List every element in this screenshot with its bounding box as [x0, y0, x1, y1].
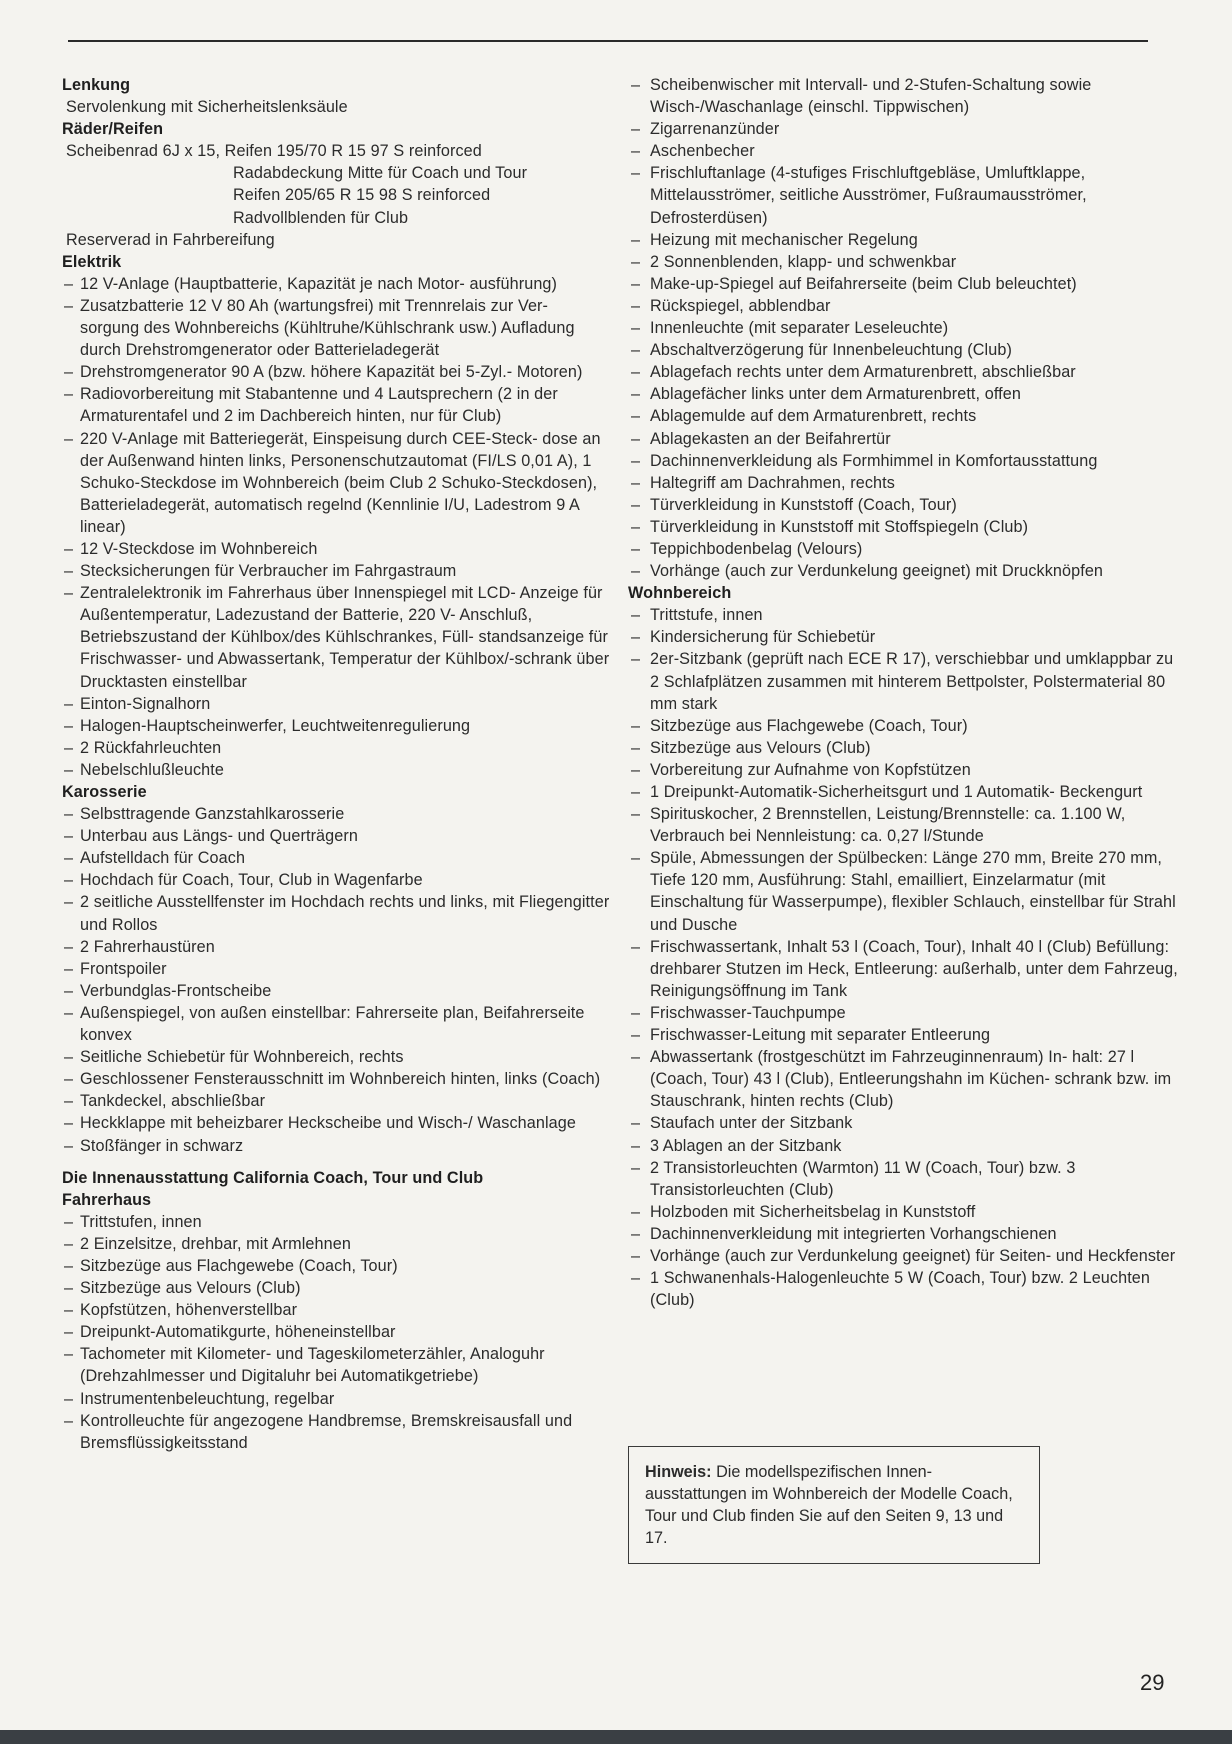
raeder-line: Reserverad in Fahrbereifung: [66, 230, 275, 249]
list-item: – 2er-Sitzbank (geprüft nach ECE R 17), verschiebbar und umklappbar zu 2 Schlafplätzen zusammen mit hinterem Bettpolster, Polstermaterial 80 mm stark: [628, 648, 1180, 714]
list-item: – Selbsttragende Ganzstahlkarosserie: [62, 803, 610, 825]
list-item: – Frischwasser-Leitung mit separater Entleerung: [628, 1024, 1180, 1046]
list-item: – 2 Rückfahrleuchten: [62, 737, 610, 759]
list-item: – Türverkleidung in Kunststoff (Coach, Tour): [628, 494, 1180, 516]
heading-raeder: Räder/Reifen: [62, 120, 164, 139]
list-item: – Sitzbezüge aus Flachgewebe (Coach, Tour): [628, 715, 1180, 737]
list-item: – Frischwasser-Tauchpumpe: [628, 1002, 1180, 1024]
list-item: – Scheibenwischer mit Intervall- und 2-Stufen-Schaltung sowie Wisch-/Waschanlage (einschl. Tippwischen): [628, 74, 1180, 118]
page-number: 29: [1140, 1670, 1165, 1695]
list-item: – Trittstufe, innen: [628, 604, 1180, 626]
list-item: – Make-up-Spiegel auf Beifahrerseite (beim Club beleuchtet): [628, 273, 1180, 295]
heading-elektrik: Elektrik: [62, 252, 122, 271]
list-item: – Frischluftanlage (4-stufiges Frischluftgebläse, Umluftklappe, Mittelausströmer, seitliche Ausströmer, Fußraumausströmer, Defrosterdüsen): [628, 162, 1180, 228]
list-item: – Vorbereitung zur Aufnahme von Kopfstützen: [628, 759, 1180, 781]
elektrik-list: [62, 273, 610, 781]
list-item: – Zentralelektronik im Fahrerhaus über Innenspiegel mit LCD- Anzeige für Außentemperatur, Ladezustand der Batterie, 220 V- Anschluß, Betriebszustand der Kühlbox/des Kühlschrankes, Füll- standsanzeige für Frischwasser- und Abwassertank, Temperatur der Kühlbox/-schrank über Drucktasten einstellbar: [62, 582, 610, 692]
list-item: – Tachometer mit Kilometer- und Tageskilometerzähler, Analoguhr (Drehzahlmesser und Digitaluhr bei Automatikgetriebe): [62, 1343, 610, 1387]
right-column: [628, 74, 1180, 1311]
left-column: [62, 74, 610, 1454]
list-item: – Türverkleidung in Kunststoff mit Stoffspiegeln (Club): [628, 516, 1180, 538]
list-item: – Haltegriff am Dachrahmen, rechts: [628, 472, 1180, 494]
list-item: – 1 Schwanenhals-Halogenleuchte 5 W (Coach, Tour) bzw. 2 Leuchten (Club): [628, 1267, 1180, 1311]
hint-text: Die modellspezifischen Innen- ausstattungen im Wohnbereich der Modelle Coach, Tour und Club finden Sie auf den Seiten 9, 13 und 17.: [645, 1463, 1013, 1548]
list-item: – Ablagekasten an der Beifahrertür: [628, 428, 1180, 450]
list-item: – Staufach unter der Sitzbank: [628, 1112, 1180, 1134]
wohnbereich-list: [628, 604, 1180, 1311]
list-item: – Tankdeckel, abschließbar: [62, 1090, 610, 1112]
list-item: – Ablagefächer links unter dem Armaturenbrett, offen: [628, 383, 1180, 405]
list-item: – Heckklappe mit beheizbarer Heckscheibe und Wisch-/ Waschanlage: [62, 1112, 610, 1134]
list-item: – 2 Einzelsitze, drehbar, mit Armlehnen: [62, 1233, 610, 1255]
list-item: – 3 Ablagen an der Sitzbank: [628, 1135, 1180, 1157]
raeder-line: Scheibenrad 6J x 15, Reifen 195/70 R 15 97 S reinforced: [66, 142, 482, 161]
list-item: – Außenspiegel, von außen einstellbar: Fahrerseite plan, Beifahrerseite konvex: [62, 1002, 610, 1046]
list-item: – Ablagemulde auf dem Armaturenbrett, rechts: [628, 405, 1180, 427]
list-item: – Stecksicherungen für Verbraucher im Fahrgastraum: [62, 560, 610, 582]
list-item: – Dachinnenverkleidung mit integrierten Vorhangschienen: [628, 1223, 1180, 1245]
raeder-line: Radvollblenden für Club: [233, 208, 409, 227]
list-item: – Frontspoiler: [62, 958, 610, 980]
list-item: – Einton-Signalhorn: [62, 693, 610, 715]
list-item: – Seitliche Schiebetür für Wohnbereich, rechts: [62, 1046, 610, 1068]
list-item: – 2 Fahrerhaustüren: [62, 936, 610, 958]
list-item: – 1 Dreipunkt-Automatik-Sicherheitsgurt und 1 Automatik- Beckengurt: [628, 781, 1180, 803]
list-item: – Halogen-Hauptscheinwerfer, Leuchtweitenregulierung: [62, 715, 610, 737]
list-item: – Drehstromgenerator 90 A (bzw. höhere Kapazität bei 5-Zyl.- Motoren): [62, 361, 610, 383]
hint-box: [628, 1446, 1040, 1564]
list-item: – 2 Transistorleuchten (Warmton) 11 W (Coach, Tour) bzw. 3 Transistorleuchten (Club): [628, 1157, 1180, 1201]
list-item: – Abwassertank (frostgeschützt im Fahrzeuginnenraum) In- halt: 27 l (Coach, Tour) 43 l (Club), Entleerungshahn im Küchen- schrank bzw. im Stauschrank, hinten rechts (Club): [628, 1046, 1180, 1112]
raeder-line: Radabdeckung Mitte für Coach und Tour: [233, 164, 528, 183]
list-item: – Stoßfänger in schwarz: [62, 1135, 610, 1157]
list-item: – Rückspiegel, abblendbar: [628, 295, 1180, 317]
list-item: – Sitzbezüge aus Velours (Club): [62, 1277, 610, 1299]
heading-innenausstattung: Die Innenausstattung California Coach, Tour und Club: [62, 1168, 484, 1187]
list-item: – Innenleuchte (mit separater Leseleuchte): [628, 317, 1180, 339]
list-item: – Aschenbecher: [628, 140, 1180, 162]
list-item: – 2 seitliche Ausstellfenster im Hochdach rechts und links, mit Fliegengitter und Rollos: [62, 891, 610, 935]
list-item: – Zusatzbatterie 12 V 80 Ah (wartungsfrei) mit Trennrelais zur Ver- sorgung des Wohnbereichs (Kühltruhe/Kühlschrank usw.) Aufladung durch Drehstromgenerator oder Batterieladegerät: [62, 295, 610, 361]
lenkung-text: Servolenkung mit Sicherheitslenksäule: [66, 98, 348, 117]
top-rule: [68, 40, 1148, 42]
list-item: – Spirituskocher, 2 Brennstellen, Leistung/Brennstelle: ca. 1.100 W, Verbrauch bei Nennleistung: ca. 0,27 l/Stunde: [628, 803, 1180, 847]
list-item: – Geschlossener Fensterausschnitt im Wohnbereich hinten, links (Coach): [62, 1068, 610, 1090]
list-item: – Kopfstützen, höhenverstellbar: [62, 1299, 610, 1321]
list-item: – Sitzbezüge aus Flachgewebe (Coach, Tour): [62, 1255, 610, 1277]
list-item: – Sitzbezüge aus Velours (Club): [628, 737, 1180, 759]
list-item: – Kontrolleuchte für angezogene Handbremse, Bremskreisausfall und Bremsflüssigkeitsstand: [62, 1410, 610, 1454]
list-item: – Dreipunkt-Automatikgurte, höheneinstellbar: [62, 1321, 610, 1343]
list-item: – Ablagefach rechts unter dem Armaturenbrett, abschließbar: [628, 361, 1180, 383]
fahrerhaus-list-continued: [628, 74, 1180, 582]
raeder-line: Reifen 205/65 R 15 98 S reinforced: [233, 186, 491, 205]
list-item: – Instrumentenbeleuchtung, regelbar: [62, 1388, 610, 1410]
heading-fahrerhaus: Fahrerhaus: [62, 1190, 152, 1209]
list-item: – Unterbau aus Längs- und Querträgern: [62, 825, 610, 847]
list-item: – 2 Sonnenblenden, klapp- und schwenkbar: [628, 251, 1180, 273]
list-item: – Nebelschlußleuchte: [62, 759, 610, 781]
list-item: – Frischwassertank, Inhalt 53 l (Coach, Tour), Inhalt 40 l (Club) Befüllung: drehbarer Stutzen im Heck, Entleerung: außerhalb, unter dem Fahrzeug, Reinigungsöffnung im Tank: [628, 936, 1180, 1002]
list-item: – Zigarrenanzünder: [628, 118, 1180, 140]
list-item: – Aufstelldach für Coach: [62, 847, 610, 869]
list-item: – Heizung mit mechanischer Regelung: [628, 229, 1180, 251]
hint-label: Hinweis:: [645, 1463, 712, 1481]
karosserie-list: [62, 803, 610, 1157]
list-item: – Trittstufen, innen: [62, 1211, 610, 1233]
list-item: – Teppichbodenbelag (Velours): [628, 538, 1180, 560]
bottom-edge: [0, 1730, 1232, 1744]
heading-wohnbereich: Wohnbereich: [628, 584, 732, 603]
list-item: – Holzboden mit Sicherheitsbelag in Kunststoff: [628, 1201, 1180, 1223]
list-item: – Verbundglas-Frontscheibe: [62, 980, 610, 1002]
list-item: – Dachinnenverkleidung als Formhimmel in Komfortausstattung: [628, 450, 1180, 472]
list-item: – 12 V-Anlage (Hauptbatterie, Kapazität je nach Motor- ausführung): [62, 273, 610, 295]
heading-lenkung: Lenkung: [62, 76, 131, 94]
fahrerhaus-list: [62, 1211, 610, 1454]
list-item: – Spüle, Abmessungen der Spülbecken: Länge 270 mm, Breite 270 mm, Tiefe 120 mm, Ausführung: Stahl, emailliert, Einzelarmatur (mit Einschaltung für Wasserpumpe), flexibler Schlauch, einstellbar für Strahl und Dusche: [628, 847, 1180, 935]
list-item: – Abschaltverzögerung für Innenbeleuchtung (Club): [628, 339, 1180, 361]
heading-karosserie: Karosserie: [62, 783, 147, 801]
list-item: – 12 V-Steckdose im Wohnbereich: [62, 538, 610, 560]
list-item: – Vorhänge (auch zur Verdunkelung geeignet) für Seiten- und Heckfenster: [628, 1245, 1180, 1267]
list-item: – 220 V-Anlage mit Batteriegerät, Einspeisung durch CEE-Steck- dose an der Außenwand hinten links, Personenschutzautomat (FI/LS 0,01 A), 1 Schuko-Steckdose im Wohnbereich (beim Club 2 Schuko-Steckdosen), Batterieladegerät, automatisch regelnd (Kennlinie I/U, Ladestrom 9 A linear): [62, 428, 610, 538]
list-item: – Hochdach für Coach, Tour, Club in Wagenfarbe: [62, 869, 610, 891]
list-item: – Kindersicherung für Schiebetür: [628, 626, 1180, 648]
list-item: – Vorhänge (auch zur Verdunkelung geeignet) mit Druckknöpfen: [628, 560, 1180, 582]
list-item: – Radiovorbereitung mit Stabantenne und 4 Lautsprechern (2 in der Armaturentafel und 2 im Dachbereich hinten, nur für Club): [62, 383, 610, 427]
